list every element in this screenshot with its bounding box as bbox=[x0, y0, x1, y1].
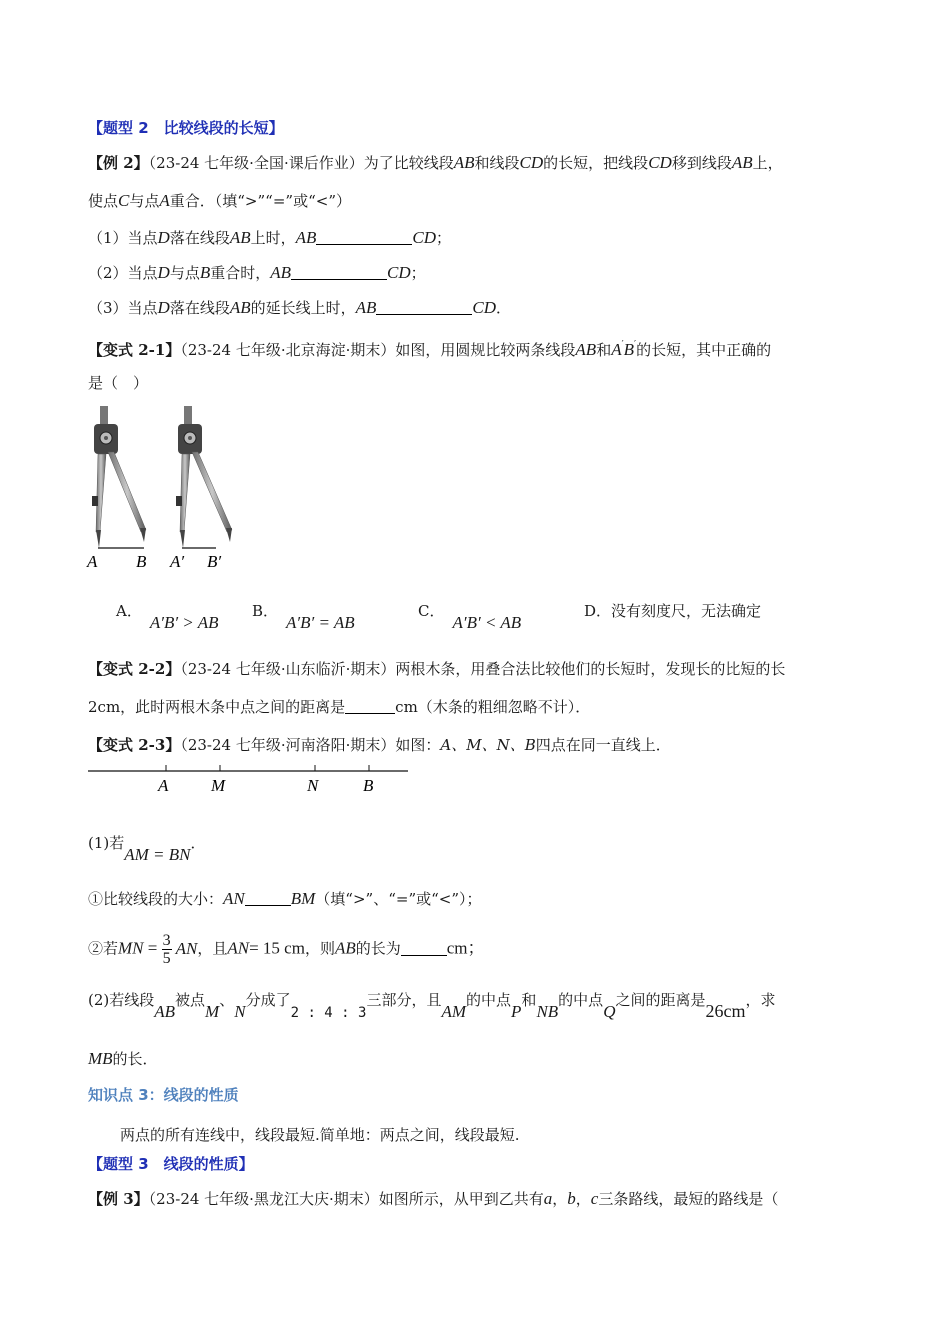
variant22-tag: 【变式 2-2】 bbox=[88, 660, 181, 678]
point-a: A bbox=[158, 776, 169, 795]
variant21-line1: 【变式 2-1】（23-24 七年级·北京海淀·期末）如图，用圆规比较两条线段AB和A′B′的长短，其中正确的 bbox=[88, 340, 772, 359]
answer-blank[interactable] bbox=[245, 890, 291, 906]
compass-figure bbox=[84, 402, 244, 574]
example2-line2: 使点C与点A重合．（填“>”“=”或“<”） bbox=[88, 191, 351, 210]
variant23-p1: (1)若AM = BN． bbox=[88, 834, 206, 864]
point-b: B bbox=[363, 776, 374, 795]
label-a: A bbox=[87, 552, 98, 571]
variant23-p2-cont: MB的长． bbox=[88, 1049, 158, 1068]
variant22-line1: 【变式 2-2】（23-24 七年级·山东临沂·期末）两根木条，用叠合法比较他们的长短时，发现长的比短的长 bbox=[88, 660, 786, 678]
variant21-line2: 是（ ） bbox=[88, 374, 149, 392]
variant22-line2: 2cm，此时两根木条中点之间的距离是 cm（木条的粗细忽略不计）． bbox=[88, 698, 591, 716]
number-line-figure bbox=[86, 762, 416, 798]
answer-blank[interactable] bbox=[316, 229, 412, 245]
example2-q3: （3）当点D落在线段AB的延长线上时，AB CD． bbox=[88, 298, 512, 317]
variant23-s2: ②若MN = $\frac{3}{5}$ AN，且AN= 15 cm，则AB的长为 cm； bbox=[88, 932, 485, 967]
label-a-prime: A′ bbox=[170, 552, 185, 571]
point-m: M bbox=[211, 776, 226, 795]
label-b: B bbox=[136, 552, 147, 571]
variant21-tag: 【变式 2-1】 bbox=[88, 341, 181, 359]
option-a[interactable]: A．A′B′ > AB bbox=[116, 602, 219, 632]
fraction: $\frac{3}{5}$ bbox=[162, 932, 171, 967]
variant23-s1: ①比较线段的大小：AN BM（填“>”、“=”或“<”）； bbox=[88, 889, 482, 908]
example2-tag: 【例 2】 bbox=[88, 154, 149, 172]
variant23-tag: 【变式 2-3】 bbox=[88, 736, 181, 754]
knowledge-point3-body: 两点的所有连线中，线段最短.简单地：两点之间，线段最短. bbox=[120, 1126, 520, 1144]
compass-right bbox=[176, 406, 232, 548]
type3-heading: 【题型 3 线段的性质】 bbox=[88, 1155, 254, 1173]
option-d[interactable]: D．没有刻度尺，无法确定 bbox=[584, 602, 762, 620]
example3-tag: 【例 3】 bbox=[88, 1190, 149, 1208]
knowledge-point3-heading: 知识点 3：线段的性质 bbox=[88, 1086, 239, 1104]
label-b-prime: B′ bbox=[207, 552, 222, 571]
example2-q2: （2）当点D与点B重合时，AB CD； bbox=[88, 263, 426, 282]
variant23-line1: 【变式 2-3】（23-24 七年级·河南洛阳·期末）如图：A、M、N、B四点在同一直线上． bbox=[88, 736, 671, 754]
answer-blank[interactable] bbox=[401, 940, 447, 956]
example3-line1: 【例 3】（23-24 七年级·黑龙江大庆·期末）如图所示，从甲到乙共有a，b，c三条路线，最短的路线是（ bbox=[88, 1189, 779, 1208]
answer-blank[interactable] bbox=[376, 299, 472, 315]
answer-blank[interactable] bbox=[291, 264, 387, 280]
point-n: N bbox=[307, 776, 319, 795]
answer-blank[interactable] bbox=[345, 698, 395, 714]
type2-heading: 【题型 2 比较线段的长短】 bbox=[88, 119, 284, 137]
compass-left bbox=[92, 406, 146, 548]
example2-line1: 【例 2】（23-24 七年级·全国·课后作业）为了比较线段AB和线段CD的长短，把线段CD移到线段AB上， bbox=[88, 153, 783, 172]
option-c[interactable]: C．A′B′ < AB bbox=[418, 602, 522, 632]
variant23-p2: (2)若线段AB被点M、N分成了2 : 4 : 3三部分，且AM的中点P和NB的中点Q之间的距离是26cm，求 bbox=[88, 991, 776, 1021]
example2-q1: （1）当点D落在线段AB上时，AB CD； bbox=[88, 228, 452, 247]
option-b[interactable]: B．A′B′ = AB bbox=[252, 602, 355, 632]
